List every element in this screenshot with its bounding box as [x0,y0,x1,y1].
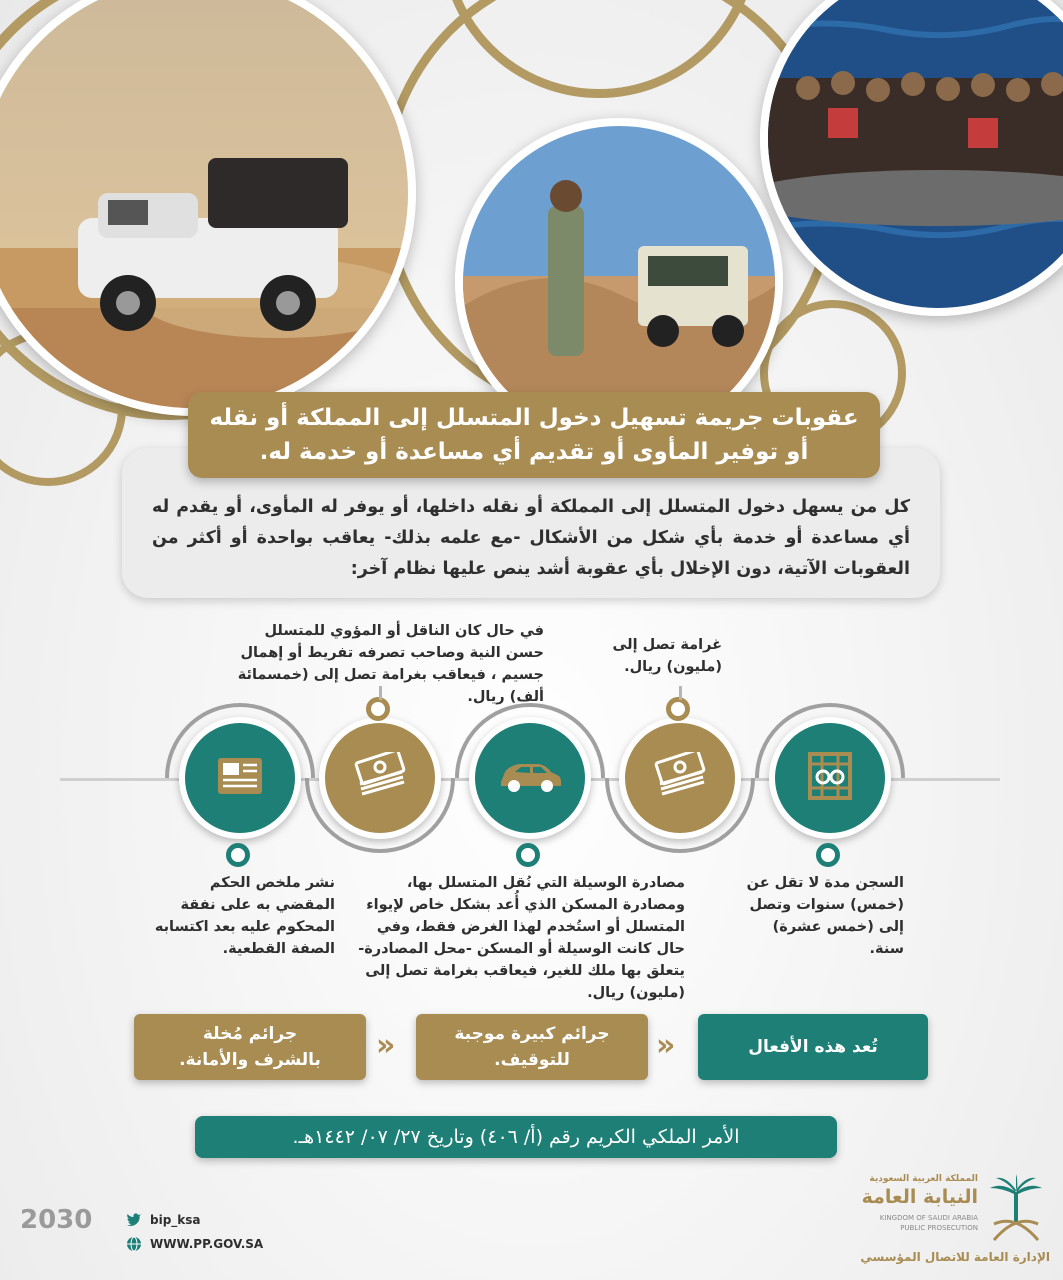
public-prosecution-logo [860,1172,1050,1272]
website-link[interactable]: WWW.PP.GOV.SA [150,1237,264,1251]
penalty-good-faith-circle [305,703,455,853]
penalty-publish-text: نشر ملخص الحكم المقضي به على نفقة المحكوم عليه بعد اكتسابه الصفة القطعية. [154,875,335,957]
globe-icon [126,1236,142,1256]
classification-major-text: جرائم كبيرة موجبة للتوقيف. [454,1024,610,1070]
classification-lead-text: تُعد هذه الأفعال [748,1037,878,1057]
vision-2030-logo [20,1205,100,1260]
twitter-handle[interactable]: bip_ksa [150,1213,201,1227]
classification-honor-text: جرائم مُخلة بالشرف والأمانة. [179,1024,321,1070]
classification-lead-pill [698,1014,928,1080]
intro-text: كل من يسهل دخول المتسلل إلى المملكة أو نقله داخلها، أو يوفر له المأوى، أو يقدم له أي مساعدة أو خدمة بأي شكل من الأشكال -مع علمه بذلك- يعاقب بواحدة أو أكثر من العقوبات الآتية، دون الإخلال بأي عقوبة أشد ينص عليها نظام آخر: [152,497,910,579]
org-country: المملكة العربية السعودية [869,1174,978,1184]
timeline-stem-fine [679,686,682,700]
timeline-dot-confiscation [516,843,540,867]
penalty-prison-circle [755,703,905,853]
penalty-confiscation-circle [455,703,605,853]
penalty-confiscation-text: مصادرة الوسيلة التي نُقل المتسلل بها، ومصادرة المسكن الذي أُعد بشكل خاص لإيواء المتسلل أو استُخدم لهذا الغرض فقط، وفي حال كانت الوسيلة أو المسكن -محل المصادرة- يتعلق بها ملك للغير، فيعاقب بغرامة تصل إلى (مليون) ريال. [358,875,685,1001]
chevron-left-icon-2: « [376,1028,396,1063]
twitter-icon [126,1212,142,1230]
penalty-prison-text: السجن مدة لا تقل عن (خمس) سنوات وتصل إلى (خمس عشرة) سنة. [746,875,904,957]
timeline-dot-publish [226,843,250,867]
page-title-line-1: عقوبات جريمة تسهيل دخول المتسلل إلى المملكة أو نقله [209,405,859,431]
palm-swords-emblem-icon [984,1174,1048,1250]
car-icon [497,758,563,798]
org-english-2: PUBLIC PROSECUTION [900,1224,978,1232]
money-stack-icon [652,752,708,804]
chevron-left-icon-1: « [656,1028,676,1063]
classification-honor-pill [134,1014,366,1080]
org-english-1: KINGDOM OF SAUDI ARABIA [879,1214,978,1222]
desert-pickup-photo [0,0,416,416]
royal-decree-text: الأمر الملكي الكريم رقم (أ/ ٤٠٦) وتاريخ ٢٧/ ٠٧/ ١٤٤٢هـ. [292,1126,740,1148]
penalty-fine-text: غرامة تصل إلى (مليون) ريال. [612,637,722,675]
penalty-good-faith-text: في حال كان الناقل أو المؤوي للمتسلل حسن النية وصاحب تصرفه تفريط أو إهمال جسيم ، فيعاقب بغرامة تصل إلى (خمسمائة ألف) ريال. [237,623,544,705]
page-title-line-2: أو توفير المأوى أو تقديم أي مساعدة أو خدمة له. [259,439,809,465]
prison-bars-handcuffs-icon [804,750,856,806]
department-name: الإدارة العامة للاتصال المؤسسي [860,1250,1050,1264]
penalty-publish-circle [165,703,315,853]
royal-decree-banner [195,1116,837,1158]
penalty-fine-circle [605,703,755,853]
classification-major-pill [416,1014,648,1080]
timeline-dot-fine [666,697,690,721]
money-stack-icon-2 [352,752,408,804]
page-title [188,392,880,478]
timeline-dot-prison [816,843,840,867]
org-name: النيابة العامة [861,1186,978,1208]
newspaper-icon [214,754,266,802]
vision-2030-text: 2030 [20,1205,93,1235]
